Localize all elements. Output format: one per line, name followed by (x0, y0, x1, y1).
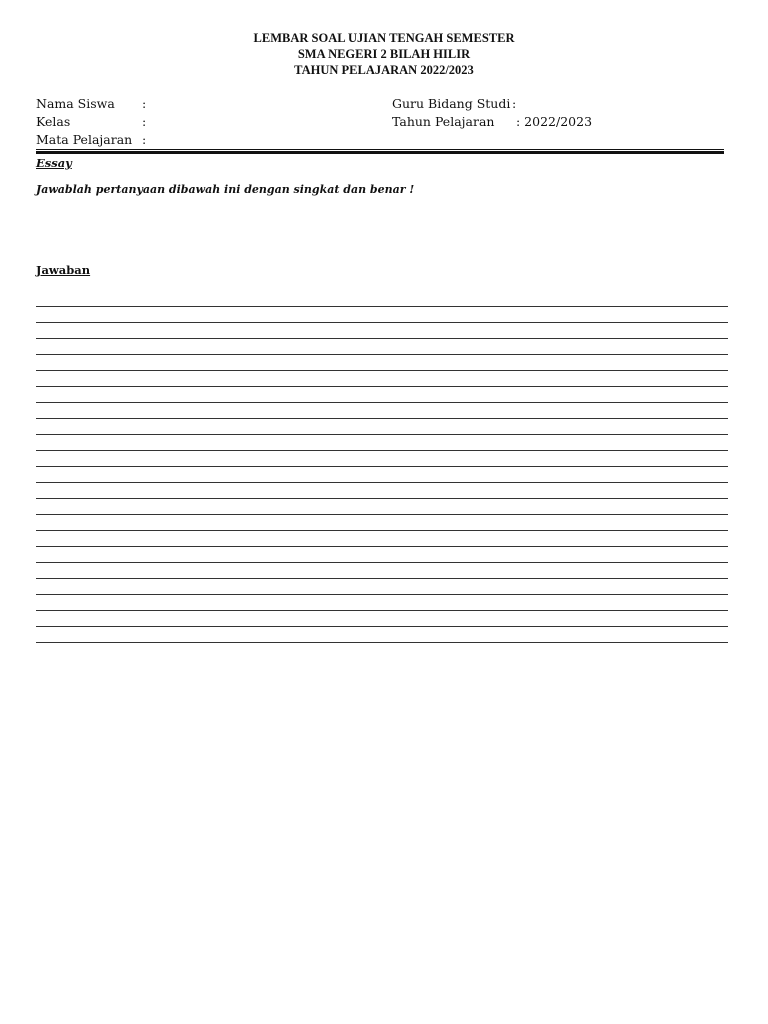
answer-line (36, 578, 728, 579)
answer-line (36, 642, 728, 643)
answer-line (36, 626, 728, 627)
section-title: Essay (36, 156, 72, 170)
answer-line (36, 450, 728, 451)
guru-row (392, 95, 592, 113)
answer-line (36, 466, 728, 467)
answer-line (36, 498, 728, 499)
exam-header (0, 30, 768, 78)
kelas-label: Kelas (36, 114, 71, 129)
mata-pelajaran-sep: : (142, 132, 147, 147)
answer-line (36, 370, 728, 371)
answer-line (36, 386, 728, 387)
answer-label: Jawaban (36, 263, 91, 277)
answer-lines (36, 306, 728, 658)
answer-line (36, 434, 728, 435)
answer-line (36, 610, 728, 611)
guru-sep: : (512, 96, 517, 111)
answer-line (36, 482, 728, 483)
mata-pelajaran-label: Mata Pelajaran (36, 132, 133, 147)
answer-line (36, 418, 728, 419)
answer-line (36, 322, 728, 323)
answer-line (36, 514, 728, 515)
kelas-sep: : (142, 114, 147, 129)
header-school: SMA NEGERI 2 BILAH HILIR (297, 47, 471, 61)
answer-line (36, 402, 728, 403)
exam-info (392, 95, 592, 131)
student-info (36, 95, 146, 149)
answer-line (36, 306, 728, 307)
header-divider-thick (36, 151, 724, 154)
kelas-row (36, 113, 146, 131)
nama-siswa-sep: : (142, 96, 147, 111)
header-year: TAHUN PELAJARAN 2022/2023 (294, 63, 474, 77)
mata-pelajaran-row (36, 131, 146, 149)
guru-label: Guru Bidang Studi (392, 96, 511, 111)
tahun-label: Tahun Pelajaran (392, 114, 495, 129)
answer-line (36, 562, 728, 563)
answer-line (36, 354, 728, 355)
nama-siswa-row (36, 95, 146, 113)
instruction-text: Jawablah pertanyaan dibawah ini dengan singkat dan benar ! (36, 183, 415, 196)
header-divider-thin (36, 149, 724, 150)
header-title: LEMBAR SOAL UJIAN TENGAH SEMESTER (253, 31, 515, 45)
tahun-row (392, 113, 592, 131)
answer-line (36, 546, 728, 547)
answer-line (36, 530, 728, 531)
tahun-value: : 2022/2023 (516, 114, 593, 129)
nama-siswa-label: Nama Siswa (36, 96, 115, 111)
answer-line (36, 594, 728, 595)
answer-line (36, 338, 728, 339)
